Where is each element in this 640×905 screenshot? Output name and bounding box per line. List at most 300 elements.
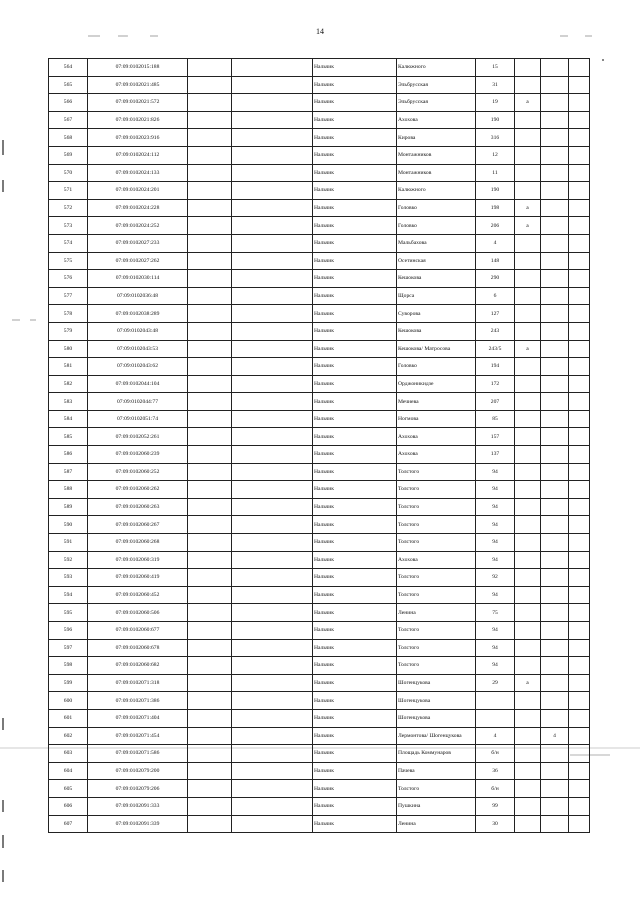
empty-cell [232, 569, 313, 587]
house-number-cell: 198 [476, 199, 515, 217]
street-cell: Калюжного [397, 59, 476, 77]
apartment-cell [541, 234, 569, 252]
empty-cell [188, 586, 232, 604]
empty-cell [232, 182, 313, 200]
letter-cell [515, 762, 541, 780]
empty-cell [188, 322, 232, 340]
empty-cell [188, 463, 232, 481]
city-cell: Нальчик [313, 534, 397, 552]
cadastral-number: 07:09:0102024:112 [88, 146, 188, 164]
empty-cell [188, 375, 232, 393]
city-cell: Нальчик [313, 182, 397, 200]
cadastral-number: 07:09:0102038:289 [88, 305, 188, 323]
letter-cell [515, 375, 541, 393]
city-cell: Нальчик [313, 727, 397, 745]
city-cell: Нальчик [313, 498, 397, 516]
empty-cell [232, 692, 313, 710]
row-number: 607 [49, 815, 88, 833]
street-cell: Эльбрусская [397, 76, 476, 94]
table-row [49, 76, 590, 94]
city-cell: Нальчик [313, 252, 397, 270]
apartment-cell [541, 199, 569, 217]
empty-cell [188, 234, 232, 252]
empty-cell [569, 692, 590, 710]
empty-cell [232, 59, 313, 77]
apartment-cell [541, 146, 569, 164]
letter-cell [515, 780, 541, 798]
empty-cell [569, 358, 590, 376]
row-number: 587 [49, 463, 88, 481]
city-cell: Нальчик [313, 551, 397, 569]
house-number-cell: 85 [476, 410, 515, 428]
table-row [49, 657, 590, 675]
empty-cell [569, 481, 590, 499]
cadastral-number: 07:09:0102079:200 [88, 762, 188, 780]
letter-cell [515, 815, 541, 833]
apartment-cell [541, 709, 569, 727]
row-number: 591 [49, 534, 88, 552]
house-number-cell: 31 [476, 76, 515, 94]
empty-cell [188, 164, 232, 182]
city-cell: Нальчик [313, 745, 397, 763]
table-row [49, 780, 590, 798]
empty-cell [569, 446, 590, 464]
row-number: 582 [49, 375, 88, 393]
table-row [49, 182, 590, 200]
empty-cell [232, 270, 313, 288]
table-row [49, 234, 590, 252]
cadastral-number: 07:09:0102071:318 [88, 674, 188, 692]
street-cell: Толстого [397, 780, 476, 798]
table-row [49, 393, 590, 411]
table-row [49, 322, 590, 340]
empty-cell [569, 252, 590, 270]
row-number: 588 [49, 481, 88, 499]
cadastral-number: 07:09:0102060:267 [88, 516, 188, 534]
letter-cell [515, 305, 541, 323]
house-number-cell [476, 692, 515, 710]
empty-cell [569, 586, 590, 604]
letter-cell [515, 622, 541, 640]
cadastral-number: 07:09:0102051:74 [88, 410, 188, 428]
letter-cell [515, 358, 541, 376]
empty-cell [232, 797, 313, 815]
city-cell: Нальчик [313, 463, 397, 481]
empty-cell [188, 709, 232, 727]
city-cell: Нальчик [313, 780, 397, 798]
letter-cell [515, 604, 541, 622]
empty-cell [569, 164, 590, 182]
row-number: 598 [49, 657, 88, 675]
row-number: 580 [49, 340, 88, 358]
city-cell: Нальчик [313, 270, 397, 288]
apartment-cell [541, 358, 569, 376]
apartment-cell [541, 322, 569, 340]
empty-cell [569, 393, 590, 411]
table-row [49, 446, 590, 464]
house-number-cell: 36 [476, 762, 515, 780]
letter-cell [515, 234, 541, 252]
table-row [49, 586, 590, 604]
empty-cell [232, 199, 313, 217]
apartment-cell [541, 287, 569, 305]
street-cell: Толстого [397, 534, 476, 552]
street-cell: Кешокова/ Матросова [397, 340, 476, 358]
empty-cell [188, 534, 232, 552]
apartment-cell [541, 498, 569, 516]
empty-cell [232, 76, 313, 94]
letter-cell [515, 129, 541, 147]
apartment-cell [541, 410, 569, 428]
cadastral-number: 07:09:0102060:252 [88, 463, 188, 481]
city-cell: Нальчик [313, 340, 397, 358]
row-number: 567 [49, 111, 88, 129]
cadastral-number: 07:09:0102024:201 [88, 182, 188, 200]
empty-cell [188, 111, 232, 129]
row-number: 564 [49, 59, 88, 77]
street-cell: Пачева [397, 762, 476, 780]
row-number: 568 [49, 129, 88, 147]
empty-cell [188, 410, 232, 428]
apartment-cell [541, 639, 569, 657]
letter-cell [515, 516, 541, 534]
table-row [49, 217, 590, 235]
cadastral-number: 07:09:0102043:53 [88, 340, 188, 358]
empty-cell [232, 287, 313, 305]
house-number-cell [476, 709, 515, 727]
apartment-cell [541, 815, 569, 833]
cadastral-number: 07:09:0102021:485 [88, 76, 188, 94]
empty-cell [232, 674, 313, 692]
empty-cell [232, 129, 313, 147]
house-number-cell: 6 [476, 287, 515, 305]
empty-cell [232, 622, 313, 640]
empty-cell [569, 639, 590, 657]
empty-cell [232, 234, 313, 252]
table-row [49, 146, 590, 164]
letter-cell: а [515, 340, 541, 358]
row-number: 570 [49, 164, 88, 182]
city-cell: Нальчик [313, 59, 397, 77]
empty-cell [232, 252, 313, 270]
street-cell: Ахохова [397, 446, 476, 464]
house-number-cell: 290 [476, 270, 515, 288]
house-number-cell: 75 [476, 604, 515, 622]
table-row [49, 622, 590, 640]
apartment-cell [541, 569, 569, 587]
row-number: 596 [49, 622, 88, 640]
letter-cell: а [515, 217, 541, 235]
apartment-cell [541, 393, 569, 411]
letter-cell [515, 534, 541, 552]
house-number-cell: б/н [476, 745, 515, 763]
cadastral-number: 07:09:0102036:48 [88, 287, 188, 305]
empty-cell [569, 745, 590, 763]
table-row [49, 375, 590, 393]
apartment-cell [541, 657, 569, 675]
street-cell: Головко [397, 358, 476, 376]
cadastral-number: 07:09:0102060:682 [88, 657, 188, 675]
empty-cell [188, 287, 232, 305]
house-number-cell: 316 [476, 129, 515, 147]
house-number-cell: 30 [476, 815, 515, 833]
empty-cell [232, 393, 313, 411]
table-row [49, 340, 590, 358]
street-cell: Толстого [397, 586, 476, 604]
empty-cell [188, 199, 232, 217]
table-row [49, 111, 590, 129]
empty-cell [232, 657, 313, 675]
street-cell: Монтажников [397, 164, 476, 182]
letter-cell: а [515, 674, 541, 692]
house-number-cell: 207 [476, 393, 515, 411]
letter-cell [515, 111, 541, 129]
empty-cell [188, 780, 232, 798]
row-number: 606 [49, 797, 88, 815]
apartment-cell [541, 217, 569, 235]
street-cell: Толстого [397, 657, 476, 675]
house-number-cell: 94 [476, 498, 515, 516]
cadastral-number: 07:09:0102060:263 [88, 498, 188, 516]
table-row [49, 745, 590, 763]
city-cell: Нальчик [313, 393, 397, 411]
empty-cell [188, 428, 232, 446]
apartment-cell [541, 340, 569, 358]
empty-cell [569, 340, 590, 358]
street-cell: Ленина [397, 604, 476, 622]
street-cell: Осетинская [397, 252, 476, 270]
empty-cell [188, 252, 232, 270]
empty-cell [569, 322, 590, 340]
city-cell: Нальчик [313, 199, 397, 217]
empty-cell [569, 657, 590, 675]
city-cell: Нальчик [313, 217, 397, 235]
table-row [49, 463, 590, 481]
letter-cell [515, 76, 541, 94]
letter-cell [515, 59, 541, 77]
street-cell: Площадь Коммунаров [397, 745, 476, 763]
street-cell: Головко [397, 217, 476, 235]
empty-cell [232, 322, 313, 340]
city-cell: Нальчик [313, 358, 397, 376]
empty-cell [569, 516, 590, 534]
cadastral-number: 07:09:0102079:206 [88, 780, 188, 798]
table-row [49, 270, 590, 288]
empty-cell [188, 692, 232, 710]
letter-cell [515, 252, 541, 270]
table-body [49, 59, 590, 833]
empty-cell [232, 146, 313, 164]
empty-cell [232, 94, 313, 112]
row-number: 603 [49, 745, 88, 763]
table-row [49, 569, 590, 587]
empty-cell [569, 111, 590, 129]
empty-cell [569, 463, 590, 481]
house-number-cell: 94 [476, 657, 515, 675]
empty-cell [232, 762, 313, 780]
table-row [49, 164, 590, 182]
empty-cell [232, 164, 313, 182]
apartment-cell [541, 551, 569, 569]
city-cell: Нальчик [313, 569, 397, 587]
empty-cell [569, 199, 590, 217]
apartment-cell [541, 182, 569, 200]
cadastral-number: 07:09:0102071:404 [88, 709, 188, 727]
apartment-cell [541, 586, 569, 604]
city-cell: Нальчик [313, 674, 397, 692]
empty-cell [188, 446, 232, 464]
empty-cell [188, 569, 232, 587]
empty-cell [569, 76, 590, 94]
row-number: 589 [49, 498, 88, 516]
letter-cell [515, 551, 541, 569]
city-cell: Нальчик [313, 146, 397, 164]
row-number: 573 [49, 217, 88, 235]
empty-cell [569, 270, 590, 288]
city-cell: Нальчик [313, 604, 397, 622]
table-row [49, 797, 590, 815]
row-number: 578 [49, 305, 88, 323]
letter-cell [515, 586, 541, 604]
table-row [49, 639, 590, 657]
city-cell: Нальчик [313, 586, 397, 604]
empty-cell [569, 129, 590, 147]
letter-cell [515, 498, 541, 516]
letter-cell [515, 182, 541, 200]
house-number-cell: 94 [476, 622, 515, 640]
empty-cell [188, 270, 232, 288]
empty-cell [569, 305, 590, 323]
cadastral-number: 07:09:0102060:419 [88, 569, 188, 587]
cadastral-number: 07:09:0102027:262 [88, 252, 188, 270]
cadastral-number: 07:09:0102030:114 [88, 270, 188, 288]
row-number: 569 [49, 146, 88, 164]
empty-cell [232, 428, 313, 446]
street-cell: Ахохова [397, 551, 476, 569]
apartment-cell [541, 622, 569, 640]
cadastral-number: 07:09:0102043:62 [88, 358, 188, 376]
empty-cell [188, 481, 232, 499]
empty-cell [569, 59, 590, 77]
row-number: 590 [49, 516, 88, 534]
house-number-cell: 94 [476, 639, 515, 657]
empty-cell [232, 410, 313, 428]
street-cell: Монтажников [397, 146, 476, 164]
house-number-cell: 99 [476, 797, 515, 815]
city-cell: Нальчик [313, 287, 397, 305]
street-cell: Шогенцукова [397, 709, 476, 727]
apartment-cell [541, 129, 569, 147]
table-row [49, 410, 590, 428]
letter-cell [515, 463, 541, 481]
city-cell: Нальчик [313, 428, 397, 446]
cadastral-number: 07:09:0102060:319 [88, 551, 188, 569]
empty-cell [569, 182, 590, 200]
apartment-cell [541, 463, 569, 481]
house-number-cell: 19 [476, 94, 515, 112]
empty-cell [188, 639, 232, 657]
empty-cell [188, 358, 232, 376]
house-number-cell: 4 [476, 727, 515, 745]
letter-cell [515, 410, 541, 428]
apartment-cell [541, 59, 569, 77]
empty-cell [569, 762, 590, 780]
street-cell: Мечиева [397, 393, 476, 411]
house-number-cell: 148 [476, 252, 515, 270]
table-row [49, 815, 590, 833]
letter-cell [515, 481, 541, 499]
city-cell: Нальчик [313, 815, 397, 833]
letter-cell [515, 745, 541, 763]
house-number-cell: 172 [476, 375, 515, 393]
apartment-cell [541, 111, 569, 129]
apartment-cell [541, 94, 569, 112]
cadastral-number: 07:09:0102071:586 [88, 745, 188, 763]
empty-cell [569, 234, 590, 252]
street-cell: Эльбрусская [397, 94, 476, 112]
empty-cell [232, 586, 313, 604]
page-number: 14 [316, 27, 324, 36]
city-cell: Нальчик [313, 305, 397, 323]
city-cell: Нальчик [313, 410, 397, 428]
apartment-cell [541, 428, 569, 446]
apartment-cell [541, 481, 569, 499]
cadastral-number: 07:09:0102024:228 [88, 199, 188, 217]
city-cell: Нальчик [313, 481, 397, 499]
street-cell: Кешокова [397, 270, 476, 288]
empty-cell [569, 146, 590, 164]
empty-cell [188, 59, 232, 77]
street-cell: Ленина [397, 815, 476, 833]
table-row [49, 481, 590, 499]
empty-cell [232, 815, 313, 833]
empty-cell [188, 182, 232, 200]
table-row [49, 692, 590, 710]
row-number: 584 [49, 410, 88, 428]
table-row [49, 498, 590, 516]
cadastral-number: 07:09:0102071:454 [88, 727, 188, 745]
cadastral-number: 07:09:0102023:916 [88, 129, 188, 147]
house-number-cell: 15 [476, 59, 515, 77]
house-number-cell: 243 [476, 322, 515, 340]
street-cell: Ахохова [397, 111, 476, 129]
row-number: 565 [49, 76, 88, 94]
row-number: 597 [49, 639, 88, 657]
house-number-cell: 94 [476, 463, 515, 481]
empty-cell [188, 146, 232, 164]
city-cell: Нальчик [313, 76, 397, 94]
empty-cell [232, 446, 313, 464]
empty-cell [188, 674, 232, 692]
row-number: 605 [49, 780, 88, 798]
city-cell: Нальчик [313, 516, 397, 534]
street-cell: Кирова [397, 129, 476, 147]
street-cell: Кешокова [397, 322, 476, 340]
table-row [49, 252, 590, 270]
apartment-cell [541, 604, 569, 622]
cadastral-number: 07:09:0102060:239 [88, 446, 188, 464]
city-cell: Нальчик [313, 322, 397, 340]
house-number-cell: б/н [476, 780, 515, 798]
empty-cell [232, 604, 313, 622]
apartment-cell [541, 516, 569, 534]
empty-cell [188, 622, 232, 640]
cadastral-number: 07:09:0102043:48 [88, 322, 188, 340]
city-cell: Нальчик [313, 692, 397, 710]
empty-cell [232, 111, 313, 129]
house-number-cell: 157 [476, 428, 515, 446]
empty-cell [569, 94, 590, 112]
